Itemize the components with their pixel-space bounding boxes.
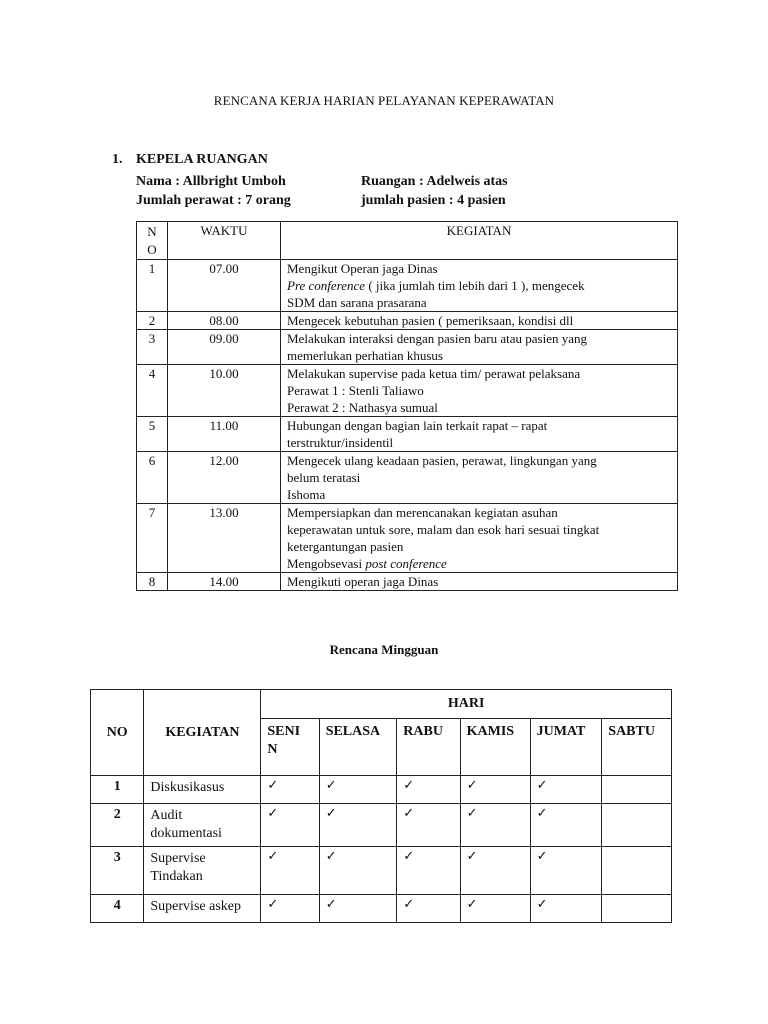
check-cell — [460, 895, 530, 923]
check-cell — [530, 895, 602, 923]
row-activity — [281, 573, 678, 591]
activity-line: SDM dan sarana prasarana — [287, 295, 427, 310]
table-row — [137, 452, 678, 504]
check-cell — [261, 847, 319, 895]
checkmark-icon: ✓ — [536, 777, 548, 792]
day-header: SENI N — [261, 719, 319, 776]
weekly-row-activity: Supervise askep — [144, 895, 261, 923]
section-number: 1. — [112, 152, 123, 167]
checkmark-icon: ✓ — [466, 777, 478, 792]
section-title: KEPELA RUANGAN — [136, 152, 268, 167]
row-time: 12.00 — [168, 452, 281, 504]
weekly-row-number: 1 — [91, 776, 144, 804]
checkmark-icon: ✓ — [536, 896, 548, 911]
row-time: 08.00 — [168, 312, 281, 330]
row-number: 2 — [137, 312, 168, 330]
checkmark-icon: ✓ — [403, 848, 415, 863]
activity-line: ketergantungan pasien — [287, 539, 404, 554]
activity-line — [287, 277, 674, 294]
activity-line: Mengikut Operan jaga Dinas — [287, 261, 438, 276]
check-cell — [319, 804, 397, 847]
activity-line: Hubungan dengan bagian lain terkait rapat – rapat — [287, 418, 548, 433]
ruangan-field: Ruangan : Adelweis atas — [361, 174, 508, 189]
weekly-plan-table — [90, 689, 672, 923]
weekly-row-number: 3 — [91, 847, 144, 895]
check-cell — [319, 776, 397, 804]
activity-line: Ishoma — [287, 487, 326, 502]
activity-line: terstruktur/insidentil — [287, 435, 394, 450]
weekly-row-number: 2 — [91, 804, 144, 847]
daily-schedule-table — [136, 221, 678, 591]
check-cell — [261, 776, 319, 804]
activity-text: ( jika jumlah tim lebih dari 1 ), mengecek — [365, 278, 585, 293]
activity-line: Melakukan supervise pada ketua tim/ perawat pelaksana — [287, 366, 581, 381]
checkmark-icon: ✓ — [325, 777, 337, 792]
table-row — [137, 417, 678, 452]
row-activity — [281, 312, 678, 330]
checkmark-icon: ✓ — [267, 805, 279, 820]
checkmark-icon: ✓ — [403, 896, 415, 911]
info-row-2 — [136, 193, 506, 209]
check-cell — [530, 804, 602, 847]
check-cell — [602, 804, 672, 847]
table-row — [137, 573, 678, 591]
row-number: 3 — [137, 330, 168, 365]
row-number: 6 — [137, 452, 168, 504]
table-row — [137, 260, 678, 312]
document-title: RENCANA KERJA HARIAN PELAYANAN KEPERAWATAN — [213, 93, 555, 108]
section-heading — [112, 152, 268, 168]
hari-header: HARI — [261, 690, 672, 719]
waktu-header: WAKTU — [168, 222, 281, 260]
weekly-no-header: NO — [91, 690, 144, 776]
activity-line: Mempersiapkan dan merencanakan kegiatan asuhan — [287, 505, 558, 520]
checkmark-icon: ✓ — [325, 848, 337, 863]
checkmark-icon: ✓ — [325, 805, 337, 820]
checkmark-icon: ✓ — [325, 896, 337, 911]
activity-line: Mengikuti operan jaga Dinas — [287, 574, 439, 589]
check-cell — [261, 804, 319, 847]
table-row — [137, 504, 678, 573]
activity-line: Mengecek kebutuhan pasien ( pemeriksaan, kondisi dll — [287, 313, 574, 328]
activity-line: keperawatan untuk sore, malam dan esok hari sesuai tingkat — [287, 522, 600, 537]
weekly-row-activity: Diskusikasus — [144, 776, 261, 804]
check-cell — [460, 804, 530, 847]
checkmark-icon: ✓ — [267, 777, 279, 792]
activity-line: memerlukan perhatian khusus — [287, 348, 443, 363]
daily-header-row — [137, 222, 678, 260]
info-row-1 — [136, 174, 508, 190]
activity-line: Perawat 2 : Nathasya sumual — [287, 400, 438, 415]
activity-italic: post conference — [365, 556, 447, 571]
activity-text: Mengobsevasi — [287, 556, 366, 571]
check-cell — [261, 895, 319, 923]
jumlah-pasien-field: jumlah pasien : 4 pasien — [361, 193, 506, 208]
table-row — [91, 776, 672, 804]
activity-line: belum teratasi — [287, 470, 361, 485]
weekly-header-row-1 — [91, 690, 672, 719]
check-cell — [602, 776, 672, 804]
weekly-row-activity: Supervise Tindakan — [144, 847, 261, 895]
checkmark-icon: ✓ — [403, 777, 415, 792]
row-number: 1 — [137, 260, 168, 312]
check-cell — [397, 895, 460, 923]
activity-line — [287, 555, 674, 572]
day-header: SABTU — [602, 719, 672, 776]
table-row — [91, 847, 672, 895]
weekly-body — [91, 776, 672, 923]
checkmark-icon: ✓ — [536, 848, 548, 863]
weekly-row-number: 4 — [91, 895, 144, 923]
row-number: 4 — [137, 365, 168, 417]
row-activity — [281, 260, 678, 312]
check-cell — [460, 847, 530, 895]
checkmark-icon: ✓ — [536, 805, 548, 820]
check-cell — [530, 847, 602, 895]
check-cell — [602, 895, 672, 923]
activity-line: Melakukan interaksi dengan pasien baru atau pasien yang — [287, 331, 587, 346]
daily-body — [137, 260, 678, 591]
row-number: 8 — [137, 573, 168, 591]
row-activity — [281, 417, 678, 452]
checkmark-icon: ✓ — [267, 848, 279, 863]
weekly-kegiatan-header: KEGIATAN — [144, 690, 261, 776]
activity-line: Mengecek ulang keadaan pasien, perawat, lingkungan yang — [287, 453, 597, 468]
checkmark-icon: ✓ — [466, 896, 478, 911]
checkmark-icon: ✓ — [403, 805, 415, 820]
table-row — [91, 804, 672, 847]
checkmark-icon: ✓ — [466, 805, 478, 820]
check-cell — [319, 895, 397, 923]
row-time: 14.00 — [168, 573, 281, 591]
table-row — [137, 330, 678, 365]
no-header-line2: O — [147, 242, 157, 257]
weekly-title: Rencana Mingguan — [329, 642, 439, 657]
row-number: 5 — [137, 417, 168, 452]
weekly-row-activity: Audit dokumentasi — [144, 804, 261, 847]
row-time: 13.00 — [168, 504, 281, 573]
row-activity — [281, 504, 678, 573]
check-cell — [460, 776, 530, 804]
activity-italic: Pre conference — [287, 278, 366, 293]
row-time: 10.00 — [168, 365, 281, 417]
row-activity — [281, 452, 678, 504]
check-cell — [397, 804, 460, 847]
row-activity — [281, 365, 678, 417]
check-cell — [602, 847, 672, 895]
check-cell — [530, 776, 602, 804]
row-number: 7 — [137, 504, 168, 573]
no-header — [137, 222, 168, 260]
row-activity — [281, 330, 678, 365]
row-time: 09.00 — [168, 330, 281, 365]
day-header: RABU — [397, 719, 460, 776]
check-cell — [397, 776, 460, 804]
table-row — [137, 312, 678, 330]
jumlah-perawat-field: Jumlah perawat : 7 orang — [136, 193, 291, 208]
nama-field: Nama : Allbright Umboh — [136, 174, 286, 189]
checkmark-icon: ✓ — [466, 848, 478, 863]
day-header: SELASA — [319, 719, 397, 776]
row-time: 11.00 — [168, 417, 281, 452]
check-cell — [319, 847, 397, 895]
day-header: JUMAT — [530, 719, 602, 776]
kegiatan-header: KEGIATAN — [281, 222, 678, 260]
no-header-line1: N — [147, 224, 157, 239]
table-row — [91, 895, 672, 923]
activity-line: Perawat 1 : Stenli Taliawo — [287, 383, 424, 398]
row-time: 07.00 — [168, 260, 281, 312]
checkmark-icon: ✓ — [267, 896, 279, 911]
table-row — [137, 365, 678, 417]
day-header: KAMIS — [460, 719, 530, 776]
check-cell — [397, 847, 460, 895]
